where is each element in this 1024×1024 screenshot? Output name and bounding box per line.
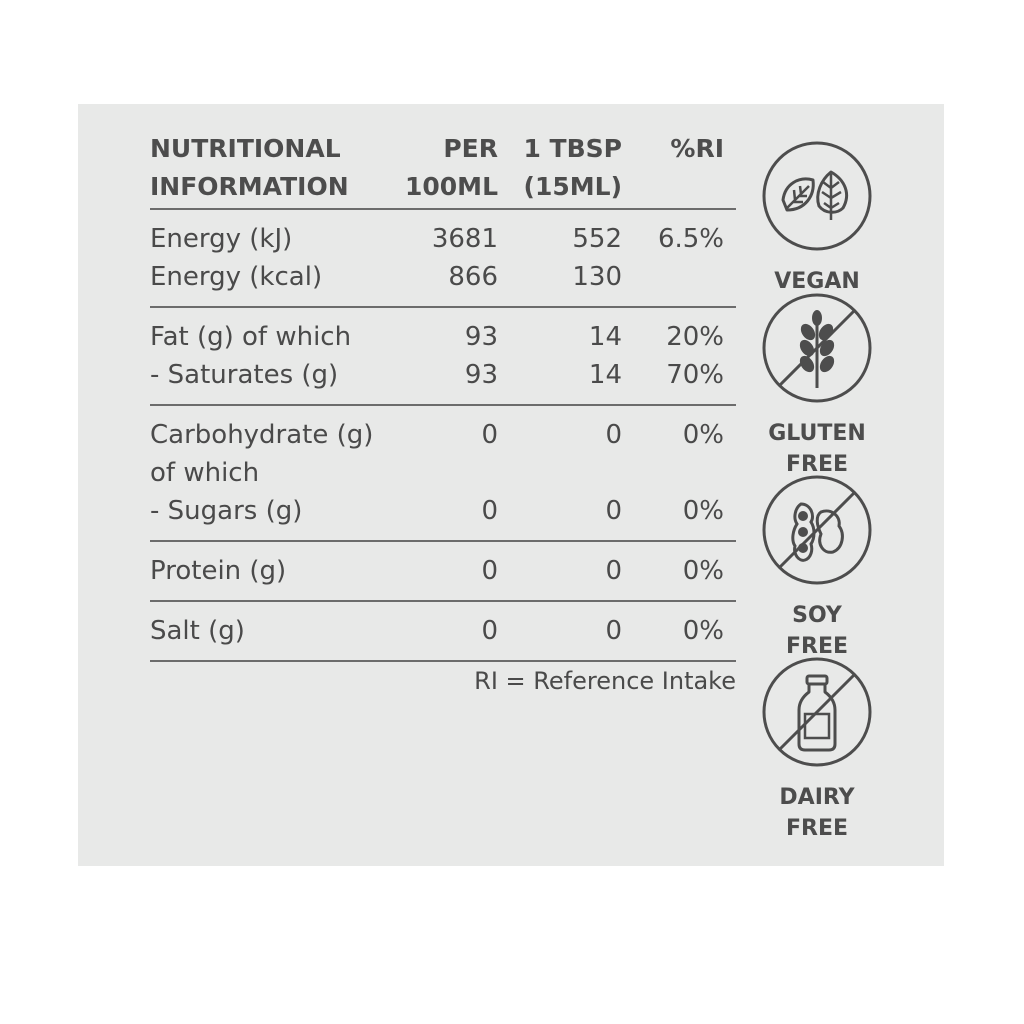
per-100ml-value: 93 [464, 360, 498, 390]
nutrient-label: Fat (g) of which [150, 322, 352, 352]
badge-label-line: SOY [792, 603, 842, 628]
badge-label [760, 418, 874, 480]
per-tbsp-value: 552 [572, 224, 622, 254]
table-row [150, 492, 736, 530]
badge-label-line: FREE [785, 452, 849, 477]
fat-group [150, 308, 736, 406]
per-tbsp-value: 14 [588, 322, 622, 352]
ri-value: 20% [666, 322, 724, 352]
nutrient-label: Energy (kJ) [150, 224, 293, 254]
header-text: 100ML [405, 172, 498, 201]
per-100ml-value: 3681 [431, 224, 498, 254]
bottle-crossed-icon [761, 656, 873, 768]
nutrient-label: Energy (kcal) [150, 262, 323, 292]
badge-label-line: GLUTEN [768, 421, 866, 446]
per-100ml-value: 0 [481, 616, 498, 646]
per-tbsp-value: 0 [605, 420, 622, 450]
per-100ml-value: 0 [481, 556, 498, 586]
per-tbsp-value: 0 [605, 496, 622, 526]
table-row [150, 552, 736, 590]
per-100ml-value: 0 [481, 496, 498, 526]
nutrient-label: Carbohydrate (g) [150, 420, 374, 450]
nutrition-table [150, 130, 736, 662]
badge-label [760, 600, 874, 662]
header-nutritional-info [150, 130, 349, 206]
badge-label-line: FREE [785, 634, 849, 659]
table-row [150, 454, 736, 492]
table-row [150, 220, 736, 258]
header-text: (15ML) [523, 172, 622, 201]
nutrient-label: - Sugars (g) [150, 496, 303, 526]
protein-group [150, 542, 736, 602]
table-row [150, 258, 736, 296]
header-text: %RI [670, 134, 724, 163]
per-tbsp-value: 130 [572, 262, 622, 292]
table-header [150, 130, 736, 210]
header-percent-ri [670, 130, 724, 168]
nutrient-label: Protein (g) [150, 556, 287, 586]
table-row [150, 356, 736, 394]
nutrient-label: - Saturates (g) [150, 360, 339, 390]
dairy-free-badge [760, 656, 874, 844]
reference-intake-note: RI = Reference Intake [474, 667, 736, 695]
energy-group [150, 210, 736, 308]
table-row [150, 612, 736, 650]
header-1-tbsp [523, 130, 622, 206]
badge-label-line: VEGAN [774, 269, 860, 294]
header-text: 1 TBSP [523, 134, 622, 163]
wheat-crossed-icon [761, 292, 873, 404]
table-row [150, 416, 736, 454]
carbohydrate-group [150, 406, 736, 542]
header-per-100ml [405, 130, 498, 206]
header-text: INFORMATION [150, 172, 349, 201]
leaves-icon [761, 140, 873, 252]
per-100ml-value: 0 [481, 420, 498, 450]
table-row [150, 318, 736, 356]
per-tbsp-value: 0 [605, 556, 622, 586]
header-text: NUTRITIONAL [150, 134, 341, 163]
per-100ml-value: 93 [464, 322, 498, 352]
per-100ml-value: 866 [448, 262, 498, 292]
nutrient-label: Salt (g) [150, 616, 245, 646]
badge-label-line: FREE [785, 816, 849, 841]
ri-value: 0% [682, 420, 724, 450]
salt-group [150, 602, 736, 662]
gluten-free-badge [760, 292, 874, 480]
nutrient-label: of which [150, 458, 260, 488]
per-tbsp-value: 0 [605, 616, 622, 646]
ri-value: 70% [666, 360, 724, 390]
ri-value: 0% [682, 496, 724, 526]
ri-value: 6.5% [657, 224, 724, 254]
header-text: PER [443, 134, 498, 163]
ri-value: 0% [682, 616, 724, 646]
per-tbsp-value: 14 [588, 360, 622, 390]
soy-free-badge [760, 474, 874, 662]
ri-value: 0% [682, 556, 724, 586]
badge-label-line: DAIRY [779, 785, 855, 810]
badge-label [760, 782, 874, 844]
soy-crossed-icon [761, 474, 873, 586]
vegan-badge [760, 140, 874, 297]
